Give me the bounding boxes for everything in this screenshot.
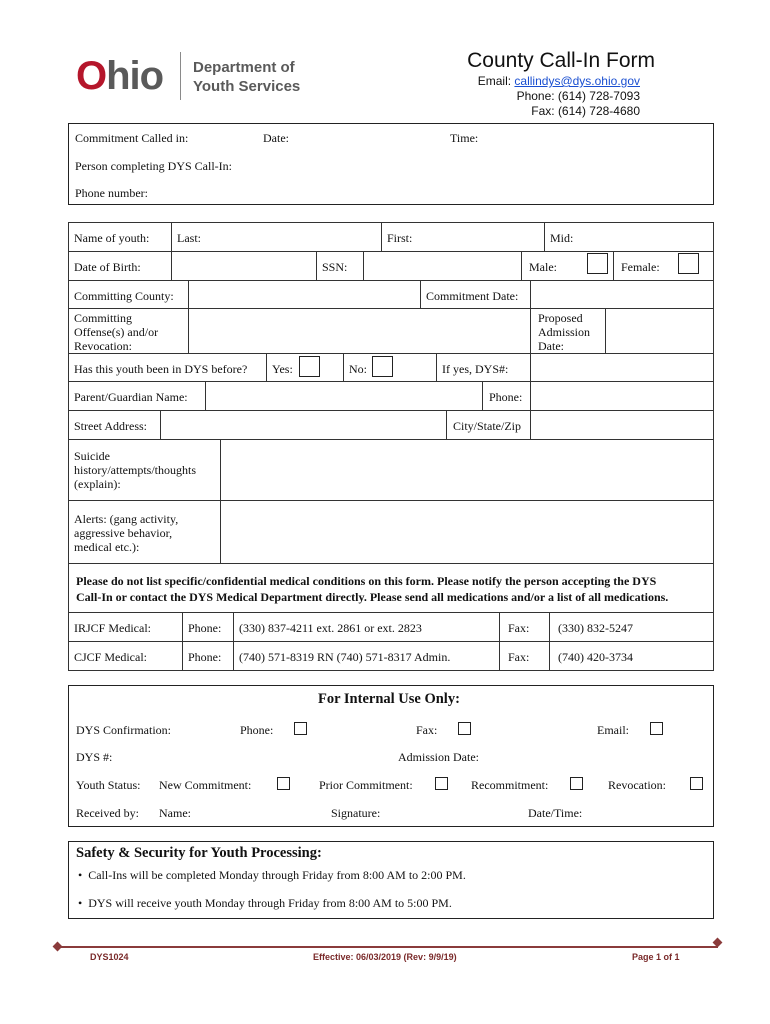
suicide-label-cell bbox=[68, 439, 221, 501]
male-label: Male: bbox=[529, 260, 557, 274]
new-commitment-label: New Commitment: bbox=[159, 778, 252, 792]
commitment-date-field[interactable] bbox=[530, 280, 714, 309]
safety-bullet-2: • DYS will receive youth Monday through Friday from 8:00 AM to 5:00 PM. bbox=[78, 896, 452, 910]
parent-name-label: Parent/Guardian Name: bbox=[74, 390, 188, 404]
date-label: Date: bbox=[263, 131, 289, 145]
offense-label-2: Offense(s) and/or bbox=[74, 325, 159, 339]
alerts-label-2: aggressive behavior, bbox=[74, 526, 173, 540]
footer-diamond-left bbox=[53, 942, 63, 952]
logo-rest: hio bbox=[106, 54, 164, 98]
alerts-label-3: medical etc.): bbox=[74, 540, 140, 554]
dob-field[interactable] bbox=[171, 251, 317, 281]
commitment-date-label-cell bbox=[420, 280, 531, 309]
safety-bullet-1: • Call-Ins will be completed Monday through Friday from 8:00 AM to 2:00 PM. bbox=[78, 868, 466, 882]
new-commitment-checkbox[interactable] bbox=[277, 777, 290, 790]
page-number: Page 1 of 1 bbox=[632, 952, 680, 962]
first-label: First: bbox=[387, 231, 413, 245]
medical-notice-line-2: Call-In or contact the DYS Medical Department directly. Please send all medications and/or a list of all medications. bbox=[76, 590, 669, 604]
ssn-field[interactable] bbox=[363, 251, 522, 281]
street-label: Street Address: bbox=[74, 419, 147, 433]
cjcf-fax-label: Fax: bbox=[508, 650, 530, 664]
cjcf-phone: (740) 571-8319 RN (740) 571-8317 Admin. bbox=[239, 650, 451, 664]
cjcf-fax-label-cell bbox=[499, 641, 550, 671]
irjcf-fax-label-cell bbox=[499, 612, 550, 642]
email-label: Email: bbox=[477, 74, 515, 88]
irjcf-phone-cell bbox=[233, 612, 500, 642]
contact-fax: Fax: (614) 728-4680 bbox=[531, 104, 640, 118]
last-label: Last: bbox=[177, 231, 201, 245]
safety-bullet-1-text: Call-Ins will be completed Monday through Friday from 8:00 AM to 2:00 PM. bbox=[88, 868, 466, 882]
dys-number-field[interactable] bbox=[530, 353, 714, 382]
suicide-field[interactable] bbox=[220, 439, 714, 501]
male-checkbox[interactable] bbox=[587, 253, 608, 274]
confirmation-phone-checkbox[interactable] bbox=[294, 722, 307, 735]
confirmation-fax-label: Fax: bbox=[416, 723, 438, 737]
alerts-label-cell bbox=[68, 500, 221, 564]
dys-number-label-cell bbox=[436, 353, 531, 382]
safety-bullet-2-text: DYS will receive youth Monday through Friday from 8:00 AM to 5:00 PM. bbox=[88, 896, 452, 910]
confirmation-fax-checkbox[interactable] bbox=[458, 722, 471, 735]
suicide-label-1: Suicide bbox=[74, 449, 110, 463]
parent-label-cell bbox=[68, 381, 206, 411]
department-line-2: Youth Services bbox=[193, 78, 301, 95]
city-state-zip-label-cell bbox=[446, 410, 531, 440]
name-of-youth-label: Name of youth: bbox=[74, 231, 150, 245]
irjcf-label: IRJCF Medical: bbox=[74, 621, 151, 635]
medical-notice-line-1: Please do not list specific/confidential medical conditions on this form. Please notify the person accepting the DYS bbox=[76, 574, 657, 588]
email-link[interactable]: callindys@dys.ohio.gov bbox=[514, 74, 640, 88]
cjcf-phone-cell bbox=[233, 641, 500, 671]
city-state-zip-field[interactable] bbox=[530, 410, 714, 440]
ssn-label: SSN: bbox=[322, 260, 348, 274]
cjcf-label: CJCF Medical: bbox=[74, 650, 148, 664]
alerts-label-1: Alerts: (gang activity, bbox=[74, 512, 179, 526]
phone-number-label: Phone number: bbox=[75, 186, 148, 200]
cjcf-fax: (740) 420-3734 bbox=[558, 650, 633, 664]
department-line-1: Department of bbox=[193, 59, 295, 76]
dob-label: Date of Birth: bbox=[74, 260, 141, 274]
alerts-field[interactable] bbox=[220, 500, 714, 564]
prior-commitment-checkbox[interactable] bbox=[435, 777, 448, 790]
effective-date: Effective: 06/03/2019 (Rev: 9/9/19) bbox=[313, 952, 457, 962]
first-name-cell[interactable] bbox=[381, 222, 545, 252]
no-checkbox[interactable] bbox=[372, 356, 393, 377]
medical-notice bbox=[68, 563, 714, 613]
time-label: Time: bbox=[450, 131, 479, 145]
form-title: County Call-In Form bbox=[467, 49, 655, 72]
committing-county-label-cell bbox=[68, 280, 189, 309]
recommitment-checkbox[interactable] bbox=[570, 777, 583, 790]
middle-name-cell[interactable] bbox=[544, 222, 714, 252]
commitment-date-label: Commitment Date: bbox=[426, 289, 519, 303]
prior-commitment-label: Prior Commitment: bbox=[319, 778, 413, 792]
city-state-zip-label: City/State/Zip bbox=[453, 419, 521, 433]
parent-phone-field[interactable] bbox=[530, 381, 714, 411]
contact-phone: Phone: (614) 728-7093 bbox=[516, 89, 640, 103]
parent-name-field[interactable] bbox=[205, 381, 483, 411]
cjcf-fax-cell bbox=[549, 641, 714, 671]
committing-county-field[interactable] bbox=[188, 280, 421, 309]
dys-number-internal-label: DYS #: bbox=[76, 750, 113, 764]
proposed-admission-label-cell bbox=[530, 308, 606, 354]
proposed-admission-field[interactable] bbox=[605, 308, 714, 354]
irjcf-phone: (330) 837-4211 ext. 2861 or ext. 2823 bbox=[239, 621, 422, 635]
irjcf-label-cell bbox=[68, 612, 183, 642]
mid-label: Mid: bbox=[550, 231, 574, 245]
department-name bbox=[193, 58, 300, 96]
person-completing-label: Person completing DYS Call-In: bbox=[75, 159, 232, 173]
received-by-label: Received by: bbox=[76, 806, 139, 820]
female-checkbox[interactable] bbox=[678, 253, 699, 274]
footer-rule bbox=[58, 946, 718, 948]
internal-use-title: For Internal Use Only: bbox=[318, 691, 460, 707]
form-code: DYS1024 bbox=[90, 952, 129, 962]
proposed-label-1: Proposed bbox=[538, 311, 583, 325]
confirmation-email-checkbox[interactable] bbox=[650, 722, 663, 735]
youth-status-label: Youth Status: bbox=[76, 778, 141, 792]
yes-label: Yes: bbox=[272, 362, 293, 376]
parent-phone-label: Phone: bbox=[489, 390, 523, 404]
cjcf-phone-label-cell bbox=[182, 641, 234, 671]
last-name-cell[interactable] bbox=[171, 222, 382, 252]
ssn-label-cell bbox=[316, 251, 364, 281]
cjcf-phone-label: Phone: bbox=[188, 650, 222, 664]
no-label: No: bbox=[349, 362, 367, 376]
suicide-label-2: history/attempts/thoughts bbox=[74, 463, 196, 477]
confirmation-phone-label: Phone: bbox=[240, 723, 274, 737]
irjcf-fax: (330) 832-5247 bbox=[558, 621, 633, 635]
dob-label-cell bbox=[68, 251, 172, 281]
dys-number-label: If yes, DYS#: bbox=[442, 362, 509, 376]
signature-label: Signature: bbox=[331, 806, 381, 820]
admission-date-label: Admission Date: bbox=[398, 750, 479, 764]
offense-label-3: Revocation: bbox=[74, 339, 132, 353]
been-in-dys-label-cell bbox=[68, 353, 267, 382]
street-label-cell bbox=[68, 410, 161, 440]
irjcf-fax-label: Fax: bbox=[508, 621, 530, 635]
offense-field[interactable] bbox=[188, 308, 531, 354]
revocation-checkbox[interactable] bbox=[690, 777, 703, 790]
suicide-label-3: (explain): bbox=[74, 477, 121, 491]
received-name-label: Name: bbox=[159, 806, 191, 820]
parent-phone-label-cell bbox=[482, 381, 531, 411]
irjcf-phone-label-cell bbox=[182, 612, 234, 642]
revocation-label: Revocation: bbox=[608, 778, 666, 792]
irjcf-phone-label: Phone: bbox=[188, 621, 222, 635]
name-of-youth-label-cell bbox=[68, 222, 172, 252]
recommitment-label: Recommitment: bbox=[471, 778, 549, 792]
logo-divider bbox=[180, 52, 181, 100]
date-time-label: Date/Time: bbox=[528, 806, 583, 820]
offense-label-cell bbox=[68, 308, 189, 354]
been-in-dys-label: Has this youth been in DYS before? bbox=[74, 362, 248, 376]
yes-checkbox[interactable] bbox=[299, 356, 320, 377]
offense-label-1: Committing bbox=[74, 311, 133, 325]
ohio-logo bbox=[76, 52, 163, 100]
safety-title: Safety & Security for Youth Processing: bbox=[76, 845, 322, 861]
street-field[interactable] bbox=[160, 410, 447, 440]
cjcf-label-cell bbox=[68, 641, 183, 671]
committing-county-label: Committing County: bbox=[74, 289, 174, 303]
dys-confirmation-label: DYS Confirmation: bbox=[76, 723, 171, 737]
contact-info bbox=[400, 74, 640, 119]
confirmation-email-label: Email: bbox=[597, 723, 629, 737]
female-label: Female: bbox=[621, 260, 660, 274]
commitment-called-in-label: Commitment Called in: bbox=[75, 131, 189, 145]
proposed-label-3: Date: bbox=[538, 339, 564, 353]
irjcf-fax-cell bbox=[549, 612, 714, 642]
proposed-label-2: Admission bbox=[538, 325, 591, 339]
logo-o: O bbox=[76, 54, 107, 98]
